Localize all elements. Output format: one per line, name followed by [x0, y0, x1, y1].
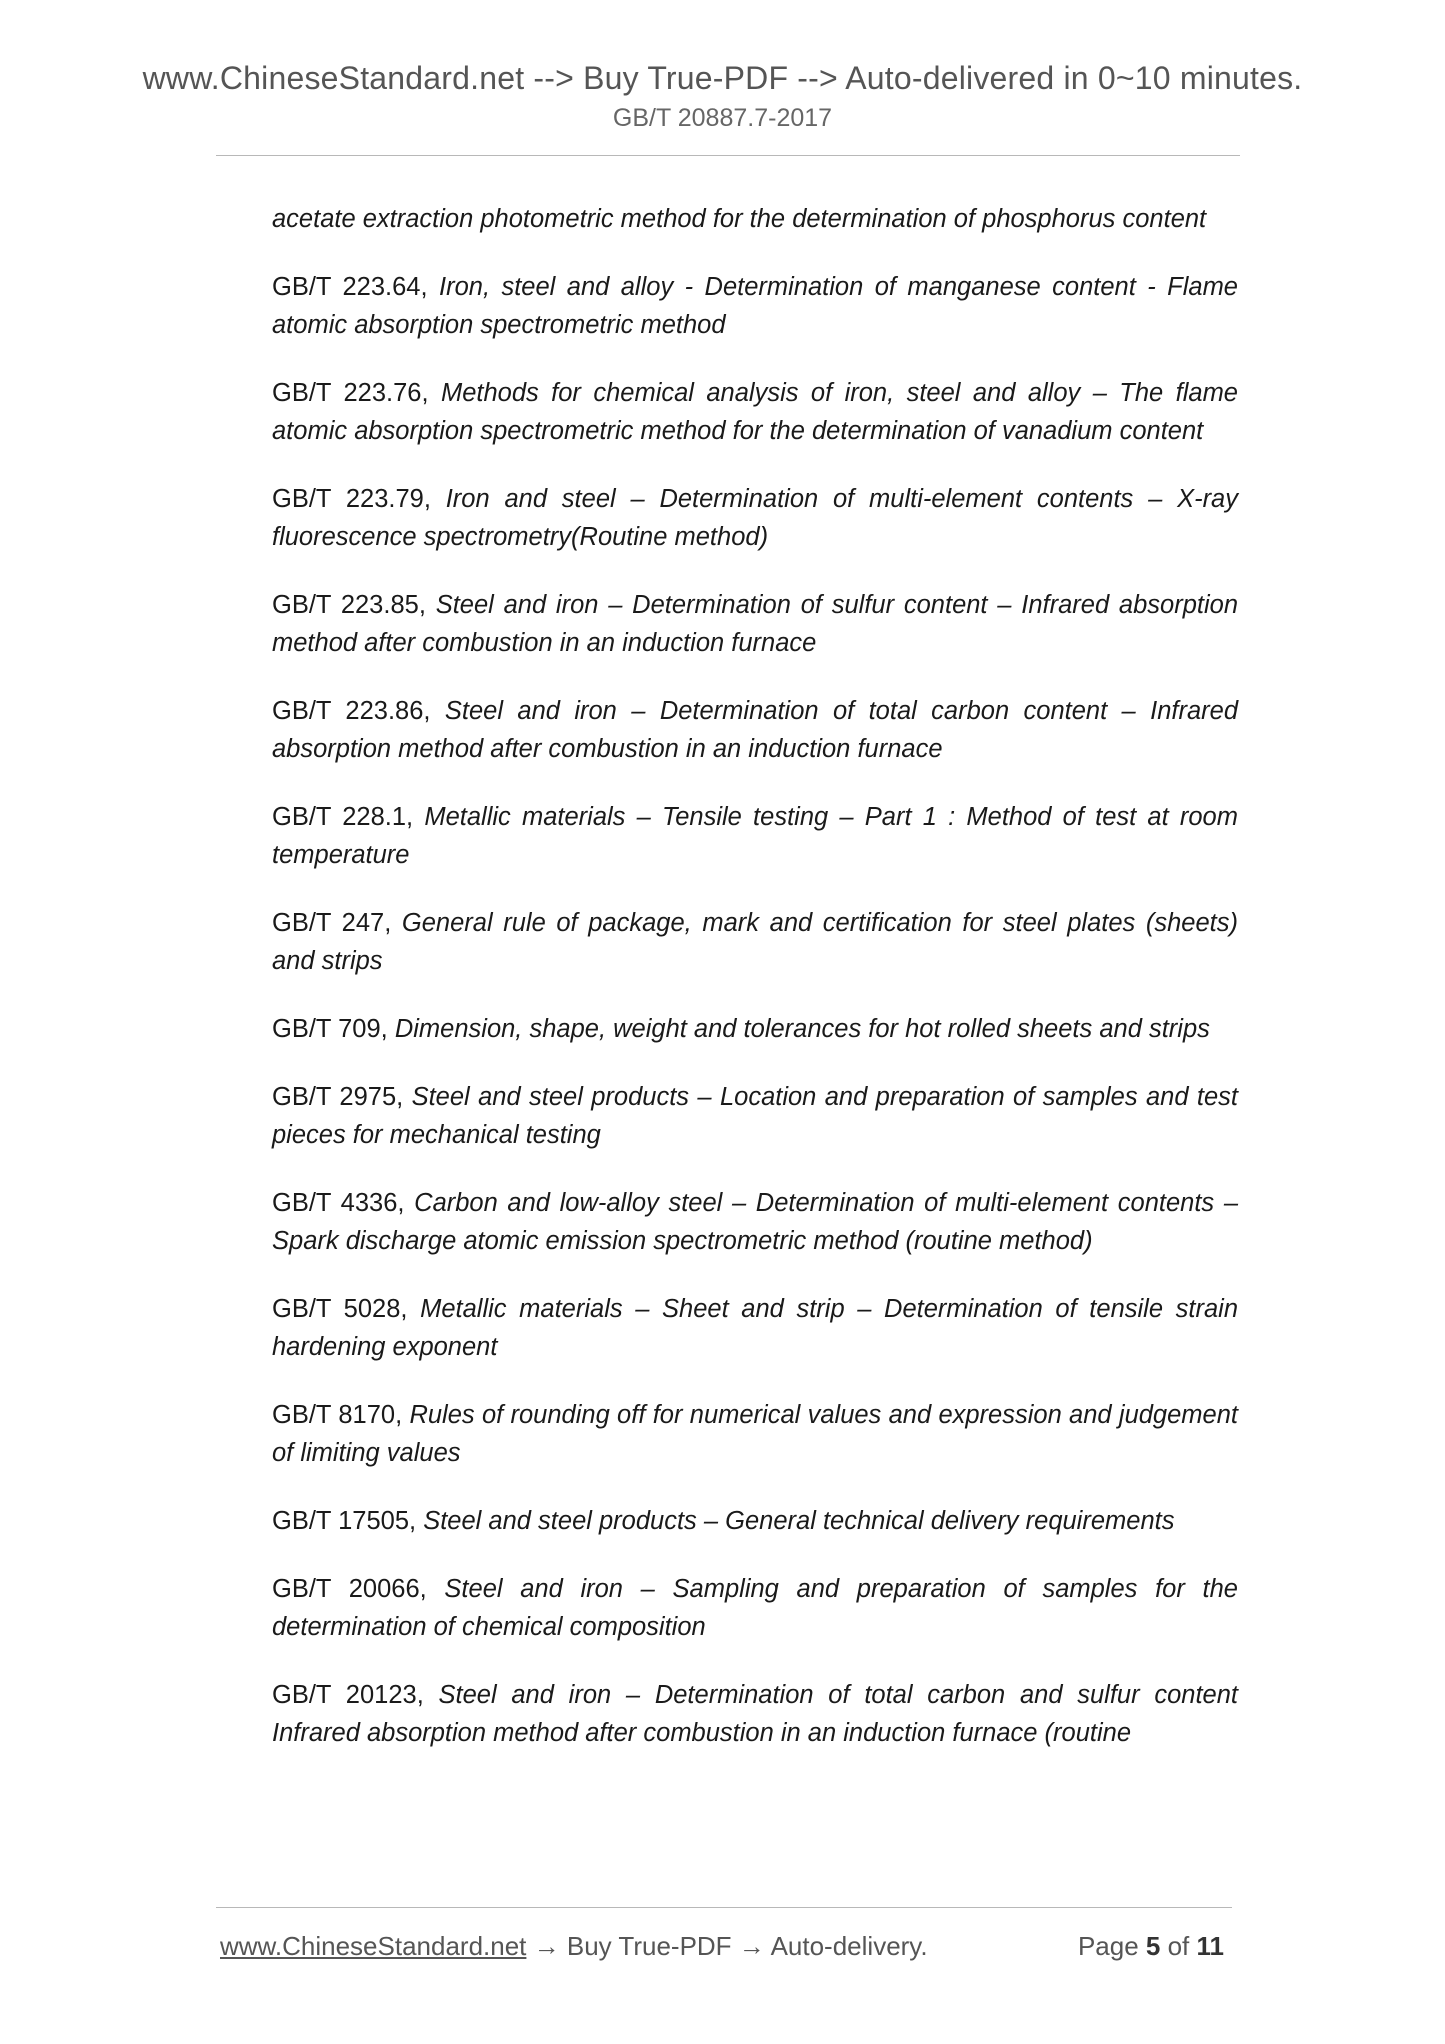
reference-item — [272, 1396, 1238, 1472]
page-total: 11 — [1196, 1931, 1224, 1961]
reference-code: GB/T 223.86, — [272, 697, 445, 725]
page-footer — [220, 1928, 1232, 1964]
reference-code: GB/T 5028, — [272, 1295, 421, 1323]
site-link[interactable]: www.ChineseStandard.net — [220, 1931, 527, 1961]
reference-item — [272, 1078, 1238, 1154]
reference-code: GB/T 4336, — [272, 1189, 415, 1217]
reference-title: Steel and iron – Sampling and preparation of samples for the determination of chemical composition — [272, 1575, 1238, 1641]
reference-title: Carbon and low-alloy steel – Determination of multi-element contents – Spark discharge atomic emission spectrometric method (routine method) — [272, 1189, 1239, 1255]
reference-title: Steel and iron – Determination of total carbon content – Infrared absorption method after combustion in an induction furnace — [272, 697, 1239, 763]
reference-item — [272, 1676, 1238, 1752]
document-code: GB/T 20887.7-2017 — [612, 104, 833, 132]
reference-item — [272, 692, 1238, 768]
reference-code: GB/T 17505, — [272, 1507, 424, 1535]
page-of-label: of — [1160, 1931, 1197, 1961]
reference-item — [272, 268, 1238, 344]
reference-title: Steel and iron – Determination of sulfur content – Infrared absorption method after combustion in an induction furnace — [272, 591, 1238, 657]
reference-code: GB/T 247, — [272, 909, 402, 937]
reference-title: Steel and steel products – General technical delivery requirements — [423, 1507, 1175, 1535]
page-number — [1078, 1928, 1224, 1964]
reference-code: GB/T 223.64, — [272, 273, 439, 301]
reference-code: GB/T 223.85, — [272, 591, 436, 619]
reference-title: Steel and steel products – Location and preparation of samples and test pieces for mechanical testing — [272, 1083, 1238, 1149]
reference-item — [272, 798, 1238, 874]
reference-item — [272, 1290, 1238, 1366]
reference-title: acetate extraction photometric method for the determination of phosphorus content — [272, 205, 1207, 233]
reference-code: GB/T 223.79, — [272, 485, 446, 513]
reference-item — [272, 1570, 1238, 1646]
reference-code: GB/T 8170, — [272, 1401, 410, 1429]
reference-item — [272, 1010, 1238, 1048]
reference-title: Rules of rounding off for numerical values and expression and judgement of limiting values — [272, 1401, 1238, 1467]
reference-title: Methods for chemical analysis of iron, steel and alloy – The flame atomic absorption spectrometric method for the determination of vanadium content — [272, 379, 1238, 445]
reference-title: Iron, steel and alloy - Determination of manganese content - Flame atomic absorption spectrometric method — [272, 273, 1238, 339]
reference-item — [272, 374, 1238, 450]
reference-code: GB/T 20123, — [272, 1681, 439, 1709]
footer-divider — [216, 1907, 1232, 1908]
reference-item — [272, 586, 1238, 662]
reference-list — [272, 200, 1238, 1782]
reference-item — [272, 1502, 1238, 1540]
header-banner: www.ChineseStandard.net --> Buy True-PDF --> Auto-delivered in 0~10 minutes. — [142, 60, 1303, 96]
reference-title: General rule of package, mark and certification for steel plates (sheets) and strips — [272, 909, 1239, 975]
page-header — [0, 58, 1445, 134]
reference-item — [272, 904, 1238, 980]
header-divider — [216, 155, 1240, 156]
reference-title: Metallic materials – Tensile testing – Part 1 : Method of test at room temperature — [272, 803, 1238, 869]
reference-item — [272, 1184, 1238, 1260]
reference-title: Metallic materials – Sheet and strip – Determination of tensile strain hardening exponent — [272, 1295, 1238, 1361]
reference-title: Iron and steel – Determination of multi-element contents – X-ray fluorescence spectrometry(Routine method) — [272, 485, 1238, 551]
reference-code: GB/T 223.76, — [272, 379, 441, 407]
reference-item — [272, 200, 1238, 238]
page-current: 5 — [1145, 1931, 1161, 1961]
reference-code: GB/T 228.1, — [272, 803, 425, 831]
reference-title: Dimension, shape, weight and tolerances for hot rolled sheets and strips — [394, 1015, 1210, 1043]
reference-code: GB/T 709, — [272, 1015, 395, 1043]
page-label: Page — [1077, 1931, 1146, 1961]
footer-left — [220, 1928, 928, 1964]
reference-item — [272, 480, 1238, 556]
reference-code: GB/T 2975, — [272, 1083, 412, 1111]
reference-code: GB/T 20066, — [272, 1575, 445, 1603]
reference-title: Steel and iron – Determination of total carbon and sulfur content Infrared absorption method after combustion in an induction furnace (routine — [272, 1681, 1238, 1747]
footer-tagline: → Buy True-PDF → Auto-delivery. — [526, 1931, 928, 1961]
